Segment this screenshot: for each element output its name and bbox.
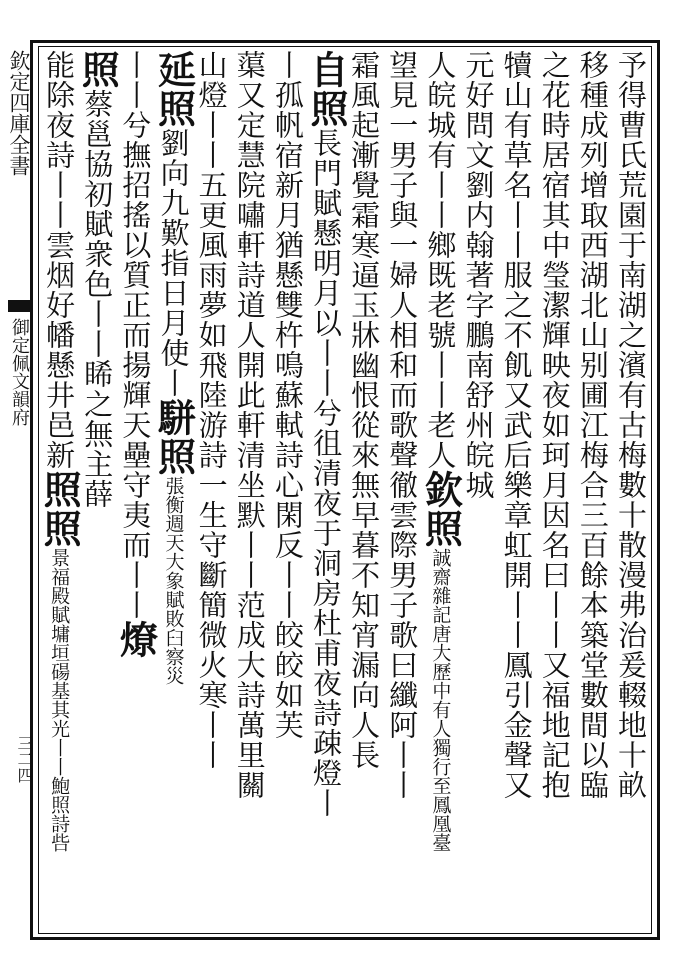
annotation-text: 誠齋雜記唐大歷中有人獨行至鳳凰臺 bbox=[429, 548, 452, 852]
entry-heading: 燎 bbox=[113, 620, 159, 659]
body-text: 霜風起漸覺霜寒逼玉牀幽恨從來無早暮不知宵漏向人長 bbox=[347, 50, 382, 770]
page-number: 三二四 bbox=[15, 735, 34, 783]
side-title: 欽定四庫全書 bbox=[7, 50, 31, 176]
body-text: 元好問文劉内翰著字鵬南舒州皖城 bbox=[461, 50, 496, 500]
text-column bbox=[230, 50, 270, 930]
text-column bbox=[497, 50, 537, 930]
text-column bbox=[192, 50, 232, 930]
body-text: 丨丨兮撫招搖以質正 bbox=[118, 50, 153, 320]
text-column bbox=[113, 50, 159, 930]
text-column bbox=[382, 50, 422, 930]
side-bar-mark bbox=[8, 300, 30, 312]
body-text: 移種成列增取西湖北山别圃江梅合三百餘本築堂數間以臨 bbox=[575, 50, 610, 800]
body-text: 劉向九歎指日月使丨 bbox=[156, 128, 191, 398]
body-text: 予得曹氏荒園于南湖之濱有古梅數十散漫弗治爰輟地十畝 bbox=[613, 50, 648, 800]
entry-heading: 駢照 bbox=[151, 398, 197, 476]
annotation-text: 張衡週天大象賦敗臼察災 bbox=[162, 476, 185, 685]
body-text: 蕖又定慧院嘯軒詩道人開此軒清坐默丨丨范成大詩萬里關 bbox=[232, 50, 267, 800]
text-column bbox=[75, 50, 121, 930]
text-column bbox=[535, 50, 575, 930]
text-column bbox=[37, 50, 83, 930]
text-column bbox=[151, 50, 197, 930]
body-text: 長門賦懸明月以丨丨兮徂清夜于洞房杜甫夜詩疎燈丨 bbox=[308, 128, 343, 818]
text-column bbox=[418, 50, 464, 930]
body-text: 山燈丨丨五更風雨夢如飛陸游詩一生守斷簡微火寒丨丨 bbox=[194, 50, 229, 770]
body-text: 而揚輝天壘守夷而丨丨 bbox=[118, 320, 153, 620]
text-column bbox=[611, 50, 651, 930]
body-text: 蔡邕協初賦衆色丨丨睎之無主薛 bbox=[80, 89, 115, 509]
entry-heading: 欽照 bbox=[418, 470, 464, 548]
body-text: 丨孤帆宿新月猶懸雙杵鳴蘇軾詩心閑反丨丨皎皎如芙 bbox=[270, 50, 305, 740]
text-column bbox=[573, 50, 613, 930]
entry-heading: 自照 bbox=[303, 50, 349, 128]
entry-heading: 延照 bbox=[151, 50, 197, 128]
entry-heading: 照 bbox=[75, 50, 121, 89]
body-text: 犢山有草名丨丨服之不飢又武后樂章虹開丨丨鳳引金聲又 bbox=[499, 50, 534, 800]
text-column bbox=[458, 50, 498, 930]
body-text: 望見一男子與一婦人相和而歌聲徹雲際男子歌曰纖阿丨丨 bbox=[385, 50, 420, 800]
body-text: 能除夜詩丨丨雲烟好幡懸井邑新 bbox=[42, 50, 77, 470]
body-text: 人皖城有丨丨鄉既老號丨丨老人 bbox=[423, 50, 458, 470]
side-book-title: 御定佩文韻府 bbox=[9, 318, 30, 426]
text-column bbox=[344, 50, 384, 930]
text-column bbox=[303, 50, 349, 930]
annotation-text: 景福殿賦墉垣碭基其光丨丨鮑照詩呰 bbox=[48, 548, 71, 852]
text-column bbox=[268, 50, 308, 930]
entry-heading: 照照 bbox=[37, 470, 83, 548]
body-text: 之花時居宿其中瑩潔輝映夜如珂月因名曰丨丨又福地記抱 bbox=[537, 50, 572, 800]
